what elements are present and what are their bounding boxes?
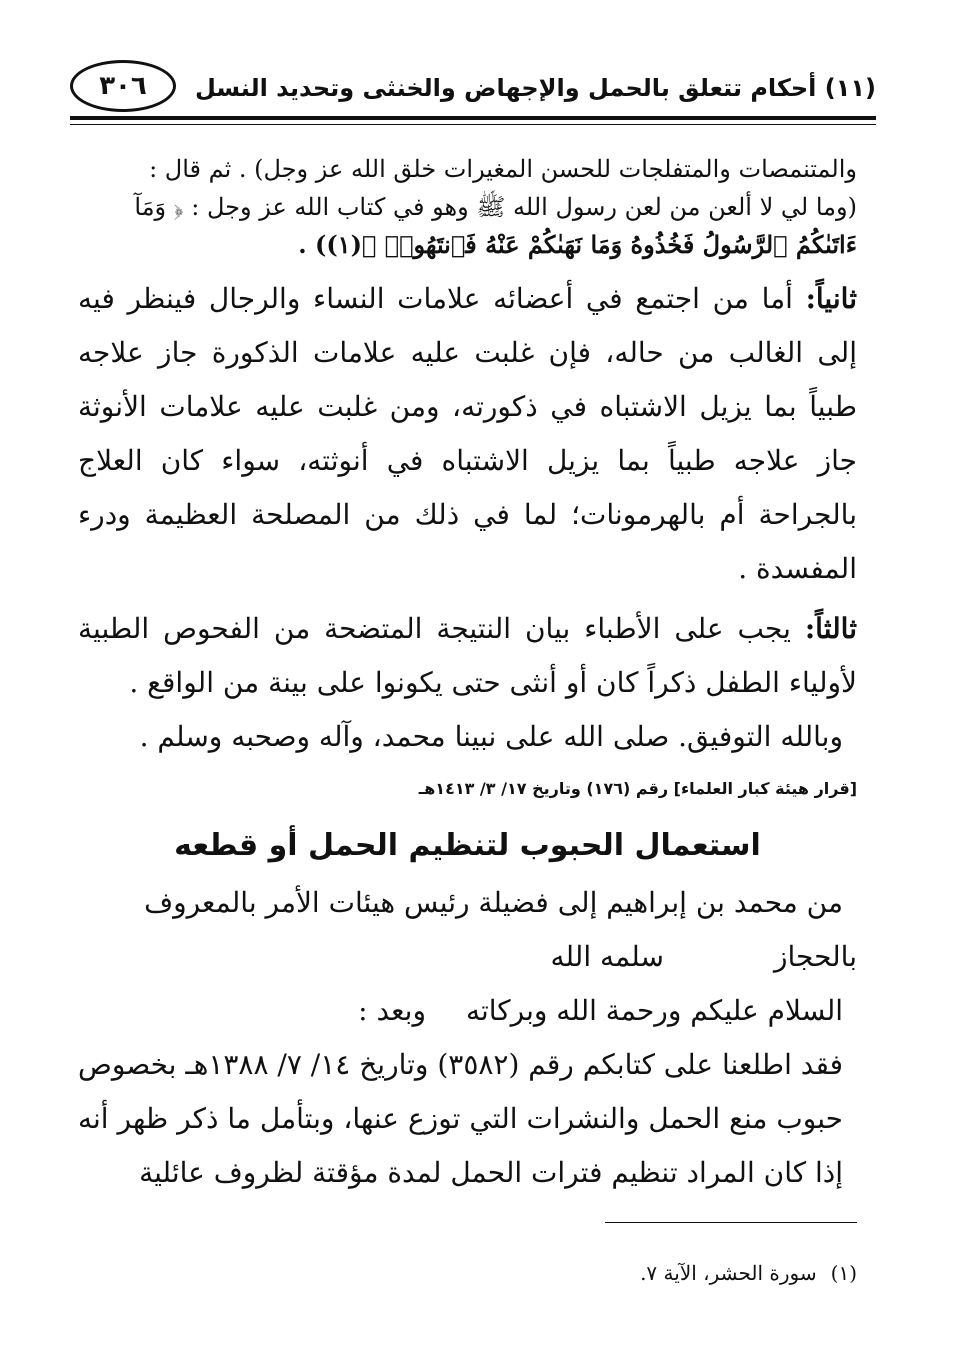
- footnote-text: سورة الحشر، الآية ٧.: [640, 1261, 817, 1285]
- footnote-marker: (١): [830, 1261, 857, 1285]
- letter-salute: سلمه الله: [550, 940, 664, 973]
- closing-line: وبالله التوفيق. صلى الله على نبينا محمد، وآله وصحبه وسلم .: [139, 720, 843, 753]
- letter-addressee: [78, 930, 857, 984]
- quote-block: [78, 150, 857, 264]
- letter-greeting-row: [78, 984, 857, 1038]
- paragraph-second: [78, 272, 857, 596]
- letter-place: بالحجاز: [773, 940, 857, 973]
- letter-body: فقد اطلعنا على كتابكم رقم (٣٥٨٢) وتاريخ ١٤/ ٧/ ١٣٨٨هـ بخصوص حبوب منع الحمل والنشرات التي توزع عنها، وبتأمل ما ذكر ظهر أنه إذا كان المراد تنظيم فترات الحمل لمدة مؤقتة لظروف عائلية: [78, 1048, 843, 1189]
- decision-reference: [قرار هيئة كبار العلماء] رقم (١٧٦) وتاريخ ١٧/ ٣/ ١٤١٣هـ: [418, 779, 857, 798]
- header-rule-thin: [70, 124, 876, 125]
- page-header: [70, 66, 876, 114]
- letter-from: من محمد بن إبراهيم إلى فضيلة رئيس هيئات الأمر بالمعروف: [144, 886, 843, 919]
- paragraph-label: ثانياً:: [805, 282, 857, 315]
- quote-line: والمتنمصات والمتفلجات للحسن المغيرات خلق الله عز وجل) . ثم قال :: [149, 155, 857, 183]
- letter-after: وبعد :: [358, 994, 426, 1027]
- header-rule-thick: [70, 116, 876, 120]
- paragraph-label: ثالثاً:: [804, 612, 857, 645]
- section-title: استعمال الحبوب لتنظيم الحمل أو قطعه: [174, 828, 761, 863]
- quran-verse-line: ءَاتَىٰكُمُ ٱلرَّسُولُ فَخُذُوهُ وَمَا نَهَىٰكُمْ عَنْهُ فَٱنتَهُوا۟ ﴾(١)) .: [298, 230, 857, 259]
- paragraph-third: [78, 602, 857, 710]
- running-title: (١١) أحكام تتعلق بالحمل والإجهاض والخنثى وتحديد النسل: [194, 74, 876, 102]
- paragraph-text: يجب على الأطباء بيان النتيجة المتضحة من الفحوص الطبية لأولياء الطفل ذكراً كان أو أنثى حتى يكونوا على بينة من الواقع .: [78, 612, 857, 699]
- quote-line: (وما لي لا ألعن من لعن رسول الله ﷺ وهو في كتاب الله عز وجل : ﴿ وَمَآ: [134, 193, 857, 221]
- page-body: [78, 150, 857, 1200]
- page-number: ٣٠٦: [70, 60, 176, 112]
- paragraph-text: أما من اجتمع في أعضائه علامات النساء والرجال فينظر فيه إلى الغالب من حاله، فإن غلبت عليه علامات الذكورة جاز علاجه طبياً بما يزيل الاشتباه في ذكورته، ومن غلبت عليه علامات الأنوثة جاز علاجه طبياً بما يزيل الاشتباه في أنوثته، سواء كان العلاج بالجراحة أم بالهرمونات؛ لما في ذلك من المصلحة العظيمة ودرء المفسدة .: [78, 282, 857, 585]
- footnote: [640, 1258, 857, 1288]
- footnote-rule: [605, 1222, 857, 1223]
- letter-greeting: السلام عليكم ورحمة الله وبركاته: [465, 994, 843, 1027]
